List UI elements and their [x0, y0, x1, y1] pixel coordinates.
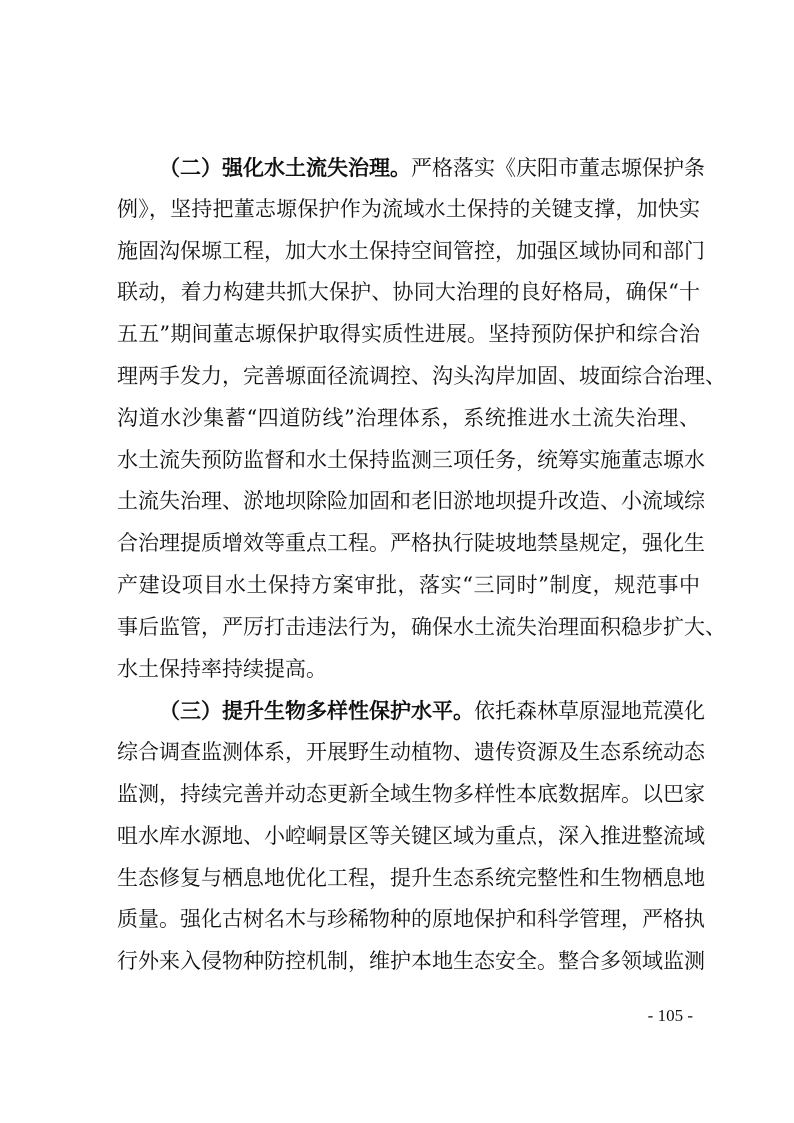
text-line: 严格落实《庆阳市董志塬保护条	[411, 156, 705, 180]
text-line: 产建设项目水土保持方案审批，落实“三同时”制度，规范事中	[117, 572, 700, 597]
body-text	[117, 147, 726, 983]
text-line: 施固沟保塬工程，加大水土保持空间管控，加强区域协同和部门	[117, 238, 705, 263]
section2-first-line	[117, 147, 705, 189]
text-line: 生态修复与栖息地优化工程，提升生态系统完整性和生物栖息地	[117, 865, 705, 890]
text-line: 综合调查监测体系，开展野生动植物、遗传资源及生态系统动态	[117, 740, 705, 765]
text-line: 土流失治理、淤地坝除险加固和老旧淤地坝提升改造、小流域综	[117, 489, 705, 514]
text-line: 例》，坚持把董志塬保护作为流域水土保持的关键支撑，加快实	[117, 196, 700, 221]
section2-heading: （二）强化水土流失治理。	[159, 155, 411, 180]
text-line: 水土保持率持续提高。	[117, 656, 327, 681]
text-line: 联动，着力构建共抓大保护、协同大治理的良好格局，确保“十	[117, 280, 700, 305]
text-line: 理两手发力，完善塬面径流调控、沟头沟岸加固、坡面综合治理、	[117, 363, 726, 388]
text-line: 合治理提质增效等重点工程。严格执行陡坡地禁垦规定，强化生	[117, 531, 705, 556]
page-number: - 105 -	[647, 1006, 693, 1025]
text-line: 监测，持续完善并动态更新全域生物多样性本底数据库。以巴家	[117, 781, 705, 806]
text-line: 咀水库水源地、小崆峒景区等关键区域为重点，深入推进整流域	[117, 823, 705, 848]
text-line: 五五”期间董志塬保护取得实质性进展。坚持预防保护和综合治	[117, 322, 700, 347]
text-line: 事后监管，严厉打击违法行为，确保水土流失治理面积稳步扩大、	[117, 614, 726, 639]
text-line: 质量。强化古树名木与珍稀物种的原地保护和科学管理，严格执	[117, 907, 705, 932]
text-line: 依托森林草原湿地荒漠化	[474, 699, 705, 724]
section3-first-line	[117, 690, 705, 732]
text-line: 行外来入侵物种防控机制，维护本地生态安全。整合多领域监测	[117, 949, 705, 974]
text-line: 水土流失预防监督和水土保持监测三项任务，统筹实施董志塬水	[117, 447, 705, 472]
text-line: 沟道水沙集蓄“四道防线”治理体系，系统推进水土流失治理、	[117, 405, 700, 430]
section3-heading: （三）提升生物多样性保护水平。	[159, 698, 474, 724]
